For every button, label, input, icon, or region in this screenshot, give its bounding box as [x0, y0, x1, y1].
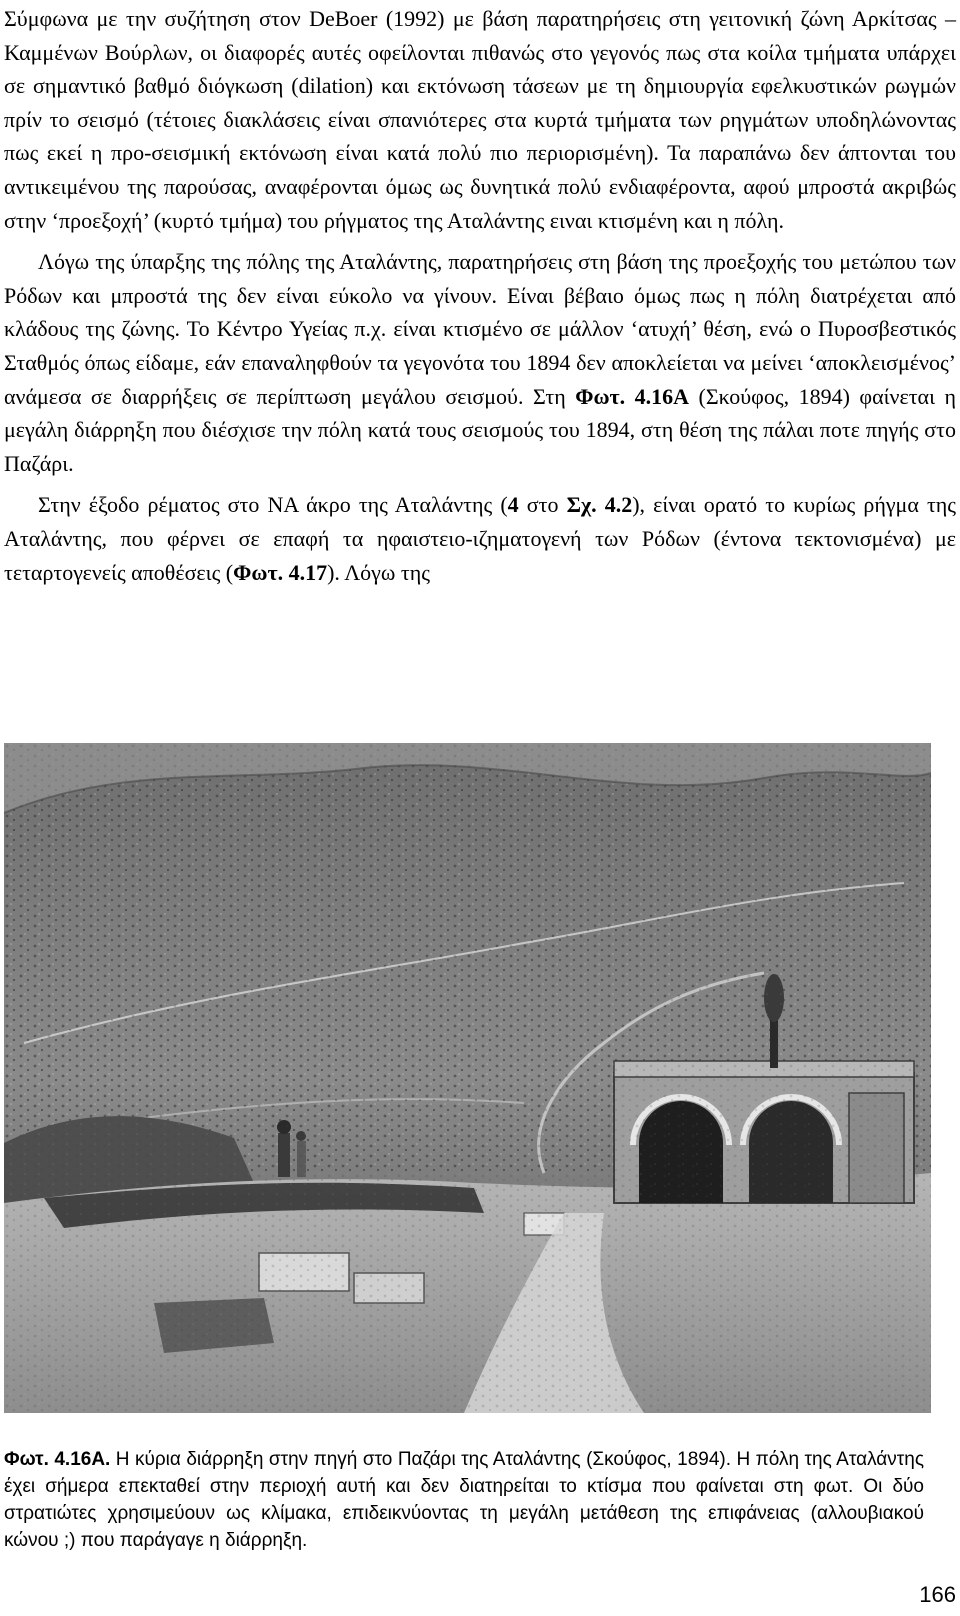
figure-caption-text: Η κύρια διάρρηξη στην πηγή στο Παζάρι της Αταλάντης (Σκούφος, 1894). Η πόλη της Αταλάντης έχει σήμερα επεκταθεί στην περιοχή αυτή και δεν διατηρείται το κτίσμα που φαίνεται στη φωτ. Οι δύο στρατιώτες χρησιμεύουν ως κλίμακα, επιδεικνύοντας τη μεγάλη μετάθεση της επιφάνειας (αλλουβιακού κώνου ;) που παράγαγε η διάρρηξη.	[4, 1449, 924, 1551]
bold-reference: 4	[507, 492, 519, 518]
paragraph	[4, 245, 956, 480]
bold-reference: Φωτ. 4.16Α	[575, 383, 690, 409]
text-run: Στην έξοδο ρέματος στο ΝΑ άκρο της Αταλάντης (	[38, 492, 508, 518]
text-run: Λόγω της ύπαρξης της πόλης της Αταλάντης, παρατηρήσεις στη βάση της προεξοχής του μετώπου των Ρόδων και μπροστά της δεν είναι εύκολο να γίνουν. Είναι βέβαιο όμως πως η πόλη διατρέχεται από κλάδους της ζώνης. Το Κέντρο Υγείας π.χ. είναι κτισμένο σε μάλλον ‘ατυχή’ θέση, ενώ ο Πυροσβεστικός Σταθμός όπως είδαμε, εάν επαναληφθούν τα γεγονότα του 1894 δεν αποκλείεται να μείνει ‘αποκλεισμένος’ ανάμεσα σε διαρρήξεις σε περίπτωση μεγάλου σεισμού. Στη	[4, 249, 956, 409]
text-run: (Σκούφος, 1894) φαίνεται η μεγάλη διάρρηξη που διέσχισε την πόλη κατά τους σεισμούς του 1894, στη θέση της πάλαι ποτε πηγής στο Παζάρι.	[4, 383, 956, 476]
bold-reference: Σχ. 4.2	[566, 492, 633, 518]
paragraph	[4, 488, 956, 589]
text-run: στο	[518, 492, 567, 518]
paragraph	[4, 2, 956, 237]
figure-caption-label: Φωτ. 4.16Α.	[4, 1449, 111, 1470]
body-text	[4, 2, 956, 589]
text-run: ), είναι ορατό το κυρίως ρήγμα της Αταλάντης, που φέρνει σε επαφή τα ηφαιστειο-ιζηματογενή των Ρόδων (έντονα τεκτονισμένα) με τεταρτογενείς αποθέσεις (	[4, 492, 957, 585]
page-number: 166	[919, 1582, 956, 1607]
text-run: Σύμφωνα με την συζήτηση στον DeBoer (1992) με βάση παρατηρήσεις στη γειτονική ζώνη Αρκίτσας – Καμμένων Βούρλων, οι διαφορές αυτές οφείλονται πιθανώς στο γεγονός πως στα κοίλα τμήματα υπάρχει σε σημαντικό βαθμό διόγκωση (dilation) και εκτόνωση τάσεων με τη δημιουργία εφελκυστικών ρωγμών πρίν το σεισμό (τέτοιες διακλάσεις είναι σπανιότερες στα κυρτά τμήματα των ρηγμάτων υποδηλώνοντας πως εκεί η προ-σεισμική εκτόνωση είναι κατά πολύ πιο περιορισμένη). Τα παραπάνω δεν άπτονται του αντικειμένου της παρούσας, αναφέρονται όμως ως δυνητικά πολύ ενδιαφέροντα, αφού μπροστά ακριβώς στην ‘προεξοχή’ (κυρτό τμήμα) του ρήγματος της Αταλάντης ειναι κτισμένη και η πόλη.	[4, 6, 956, 233]
bold-reference: Φωτ. 4.17	[233, 559, 328, 585]
historical-photograph	[4, 743, 931, 1413]
figure-caption	[4, 1446, 924, 1554]
text-run: ). Λόγω της	[327, 559, 430, 585]
